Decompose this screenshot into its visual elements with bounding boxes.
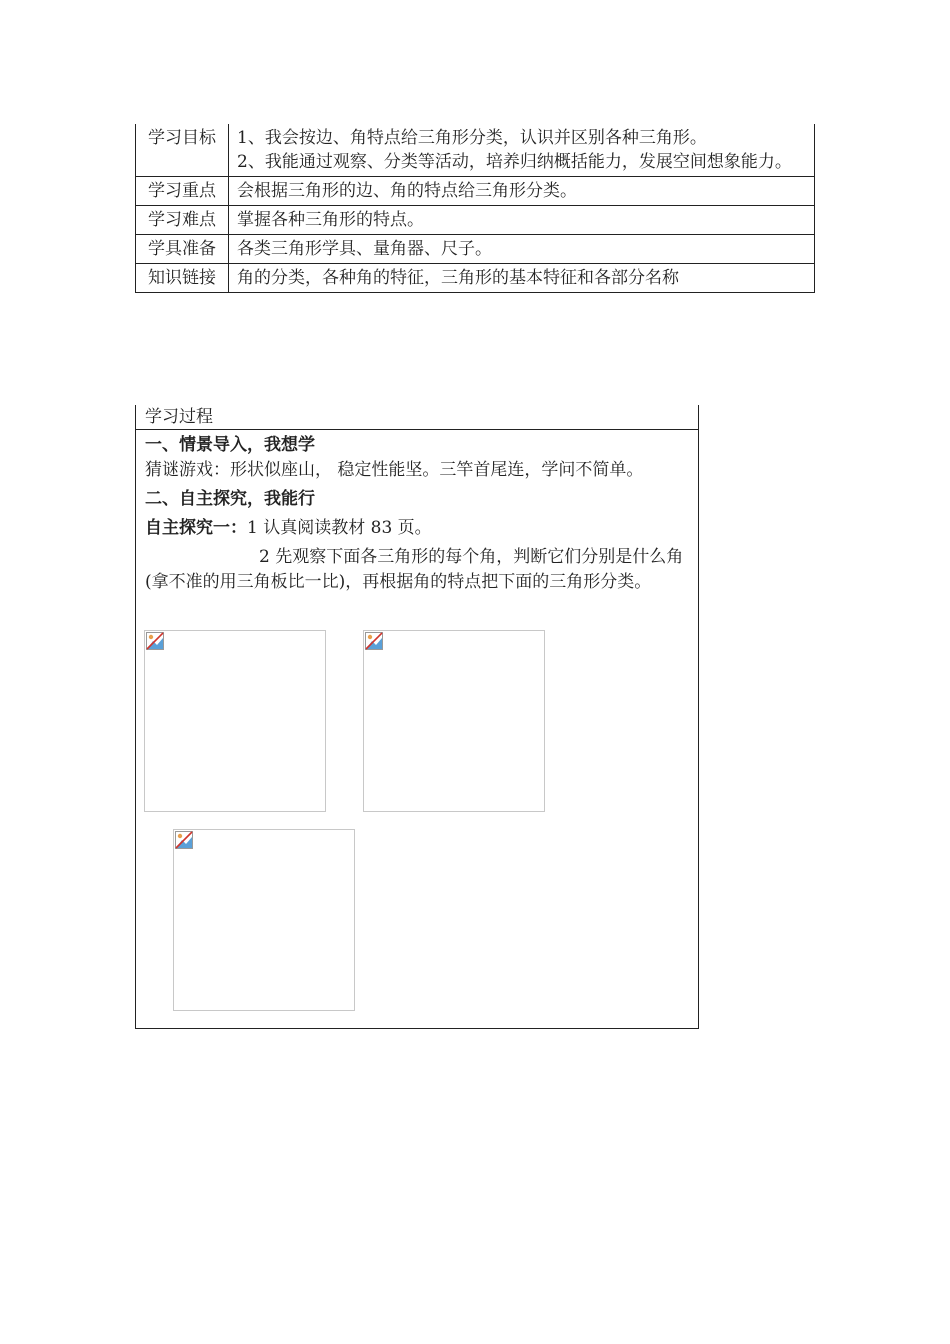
content-line: 会根据三角形的边、角的特点给三角形分类。 [237, 181, 577, 201]
explore1-step1: 1 认真阅读教材 83 页。 [247, 518, 432, 538]
table-row [136, 124, 815, 177]
content-line: 1、我会按边、角特点给三角形分类，认识并区别各种三角形。 [237, 128, 707, 148]
process-title: 学习过程 [136, 405, 698, 430]
table-row [136, 177, 815, 206]
row-content [229, 235, 815, 264]
section2-heading: 二、自主探究，我能行 [145, 489, 315, 509]
table-row [136, 206, 815, 235]
explore1-line [145, 516, 689, 541]
row-label: 学习重点 [136, 177, 229, 206]
section1-text: 猜谜游戏：形状似座山， 稳定性能坚。三竿首尾连，学问不简单。 [145, 460, 644, 480]
broken-image-icon [175, 831, 193, 849]
broken-image-icon [146, 632, 164, 650]
content-line: 角的分类，各种角的特征，三角形的基本特征和各部分名称 [237, 268, 679, 288]
explore1-step2: 2 先观察下面各三角形的每个角，判断它们分别是什么角(拿不准的用三角板比一比)，再根据角的特点把下面的三角形分类。 [145, 547, 684, 592]
table-row [136, 264, 815, 293]
content-line: 掌握各种三角形的特点。 [237, 210, 424, 230]
triangle-image-2 [363, 630, 545, 812]
learning-process-box [135, 405, 699, 1029]
row-content [229, 264, 815, 293]
row-label: 知识链接 [136, 264, 229, 293]
table-row [136, 235, 815, 264]
process-body [136, 430, 698, 595]
info-table [135, 124, 815, 293]
explore1-label: 自主探究一： [145, 518, 247, 538]
section1-heading: 一、情景导入，我想学 [145, 435, 315, 455]
row-content [229, 124, 815, 177]
row-content [229, 177, 815, 206]
content-line: 2、我能通过观察、分类等活动，培养归纳概括能力，发展空间想象能力。 [237, 152, 792, 172]
content-line: 各类三角形学具、量角器、尺子。 [237, 239, 492, 259]
triangle-image-3 [173, 829, 355, 1011]
row-label: 学习难点 [136, 206, 229, 235]
row-label: 学具准备 [136, 235, 229, 264]
row-label: 学习目标 [136, 124, 229, 177]
triangle-image-1 [144, 630, 326, 812]
row-content [229, 206, 815, 235]
broken-image-icon [365, 632, 383, 650]
